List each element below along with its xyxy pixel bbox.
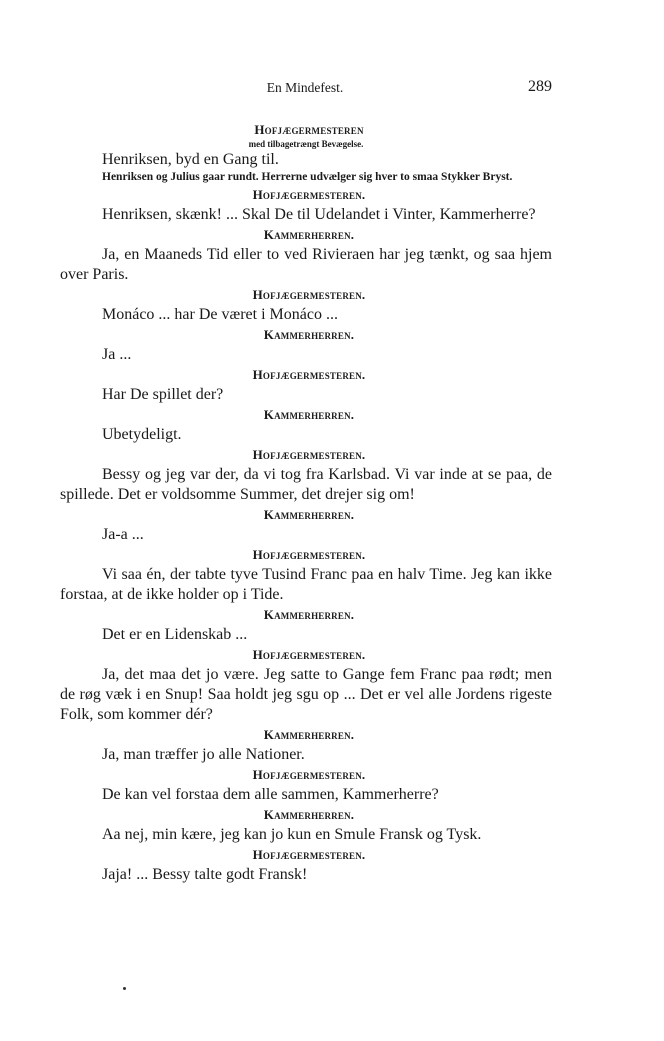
speaker-heading: Kammerherren. — [263, 226, 355, 242]
stage-direction: med tilbagetrængt Bevægelse. — [248, 139, 364, 149]
dialogue-line: Ubetydeligt. — [102, 425, 182, 443]
dialogue-line: Jaja! ... Bessy talte godt Fransk! — [102, 865, 308, 883]
speaker-heading: Kammerherren. — [263, 326, 355, 342]
speaker-heading: Kammerherren. — [263, 806, 355, 822]
stage-direction: Henriksen og Julius gaar rundt. Herrerne udvælger sig hver to smaa Stykker Bryst. — [102, 171, 513, 183]
page-number: 289 — [528, 78, 552, 95]
dialogue-line: Bessy og jeg var der, da vi tog fra Karlsbad. Vi var inde at se paa, de spillede. Det er voldsomme Summer, det drejer sig om! — [60, 465, 552, 503]
dialogue-line: Monáco ... har De været i Monáco ... — [102, 305, 338, 323]
dialogue-line: Ja, man træffer jo alle Nationer. — [102, 745, 305, 763]
dialogue-line: Det er en Lidenskab ... — [102, 625, 248, 643]
speaker-heading: Kammerherren. — [263, 406, 355, 422]
speaker-heading: Hofjægermesteren. — [252, 366, 366, 382]
speaker-heading: Hofjægermesteren. — [252, 646, 366, 662]
dialogue-line: Vi saa én, der tabte tyve Tusind Franc paa en halv Time. Jeg kan ikke forstaa, at de ikke holder op i Tide. — [60, 565, 552, 603]
dialogue-line: Henriksen, byd en Gang til. — [102, 151, 279, 168]
dialogue-line: Ja ... — [102, 345, 132, 363]
play-dialogue — [60, 120, 552, 885]
speaker-heading: Kammerherren. — [263, 726, 355, 742]
speaker-heading: Hofjægermesteren. — [252, 546, 366, 562]
dialogue-line: Ja, det maa det jo være. Jeg satte to Gange fem Franc paa rødt; men de røg væk i en Snup! Saa holdt jeg sgu op ... Det er vel alle Jordens rigeste Folk, som kommer dér? — [60, 665, 552, 723]
speaker-heading: Hofjægermesteren. — [252, 446, 366, 462]
speaker-heading: Hofjægermesteren. — [252, 846, 366, 862]
running-header: En Mindefest. — [266, 80, 344, 95]
dialogue-line: Ja, en Maaneds Tid eller to ved Rivieraen har jeg tænkt, og saa hjem over Paris. — [60, 245, 552, 283]
speaker-heading: Hofjægermesteren. — [252, 286, 366, 302]
speaker-heading: Hofjægermesteren. — [252, 766, 366, 782]
dialogue-line: Ja-a ... — [102, 525, 144, 543]
dialogue-line: De kan vel forstaa dem alle sammen, Kammerherre? — [102, 785, 439, 803]
speaker-heading: Hofjægermesteren. — [252, 186, 366, 202]
dialogue-line: Har De spillet der? — [102, 385, 224, 403]
speaker-heading: Hofjægermesteren — [254, 122, 364, 137]
speaker-heading: Kammerherren. — [263, 606, 355, 622]
dialogue-line: Henriksen, skænk! ... Skal De til Udelandet i Vinter, Kammerherre? — [102, 205, 536, 223]
print-speck — [123, 987, 126, 990]
speaker-heading: Kammerherren. — [263, 506, 355, 522]
dialogue-line: Aa nej, min kære, jeg kan jo kun en Smule Fransk og Tysk. — [102, 825, 482, 843]
